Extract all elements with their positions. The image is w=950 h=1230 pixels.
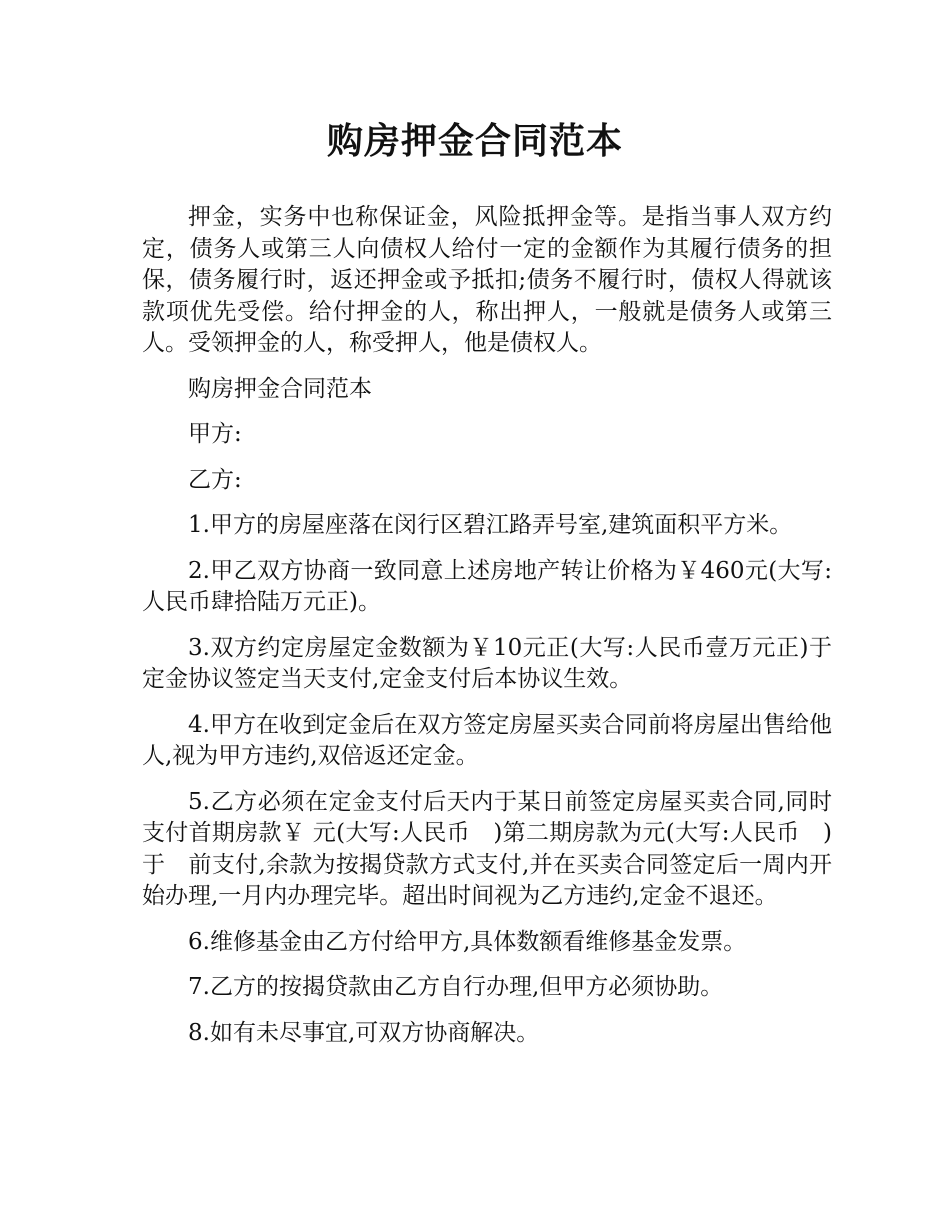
party-a-line: 甲方: [188,421,242,447]
clause-3: 3.双方约定房屋定金数额为￥10元正(大写:人民币壹万元正)于定金协议签定当天支付,定金支付后本协议生效。 [142,634,832,692]
clause-5: 5.乙方必须在定金支付后天内于某日前签定房屋买卖合同,同时支付首期房款￥ 元(大写:人民币 )第二期房款为元(大写:人民币 )于 前支付,余款为按揭贷款方式支付,并在买卖合同签定后一周内开始办理,一月内办理完毕。超出时间视为乙方违约,定金不退还。 [142,788,832,909]
clause-8: 8.如有未尽事宜,可双方协商解决。 [188,1019,540,1046]
clause-6: 6.维修基金由乙方付给甲方,具体数额看维修基金发票。 [188,928,747,955]
document-title: 购房押金合同范本 [326,121,623,162]
party-b-line: 乙方: [188,466,242,493]
subtitle-paragraph: 购房押金合同范本 [188,375,372,402]
clause-4: 4.甲方在收到定金后在双方签定房屋买卖合同前将房屋出售给他人,视为甲方违约,双倍返还定金。 [142,711,832,769]
intro-paragraph: 押金，实务中也称保证金，风险抵押金等。是指当事人双方约定，债务人或第三人向债权人给付一定的金额作为其履行债务的担保，债务履行时，返还押金或予抵扣;债务不履行时，债权人得就该款项优先受偿。给付押金的人，称出押人，一般就是债务人或第三人。受领押金的人，称受押人，他是债权人。 [142,204,832,356]
clause-7: 7.乙方的按揭贷款由乙方自行办理,但甲方必须协助。 [188,974,724,1000]
clause-1: 1.甲方的房屋座落在闵行区碧江路弄号室,建筑面积平方米。 [188,512,793,538]
clause-2: 2.甲乙双方协商一致同意上述房地产转让价格为￥460元(大写:人民币肆拾陆万元正)。 [142,557,832,615]
document-body [142,202,832,1063]
